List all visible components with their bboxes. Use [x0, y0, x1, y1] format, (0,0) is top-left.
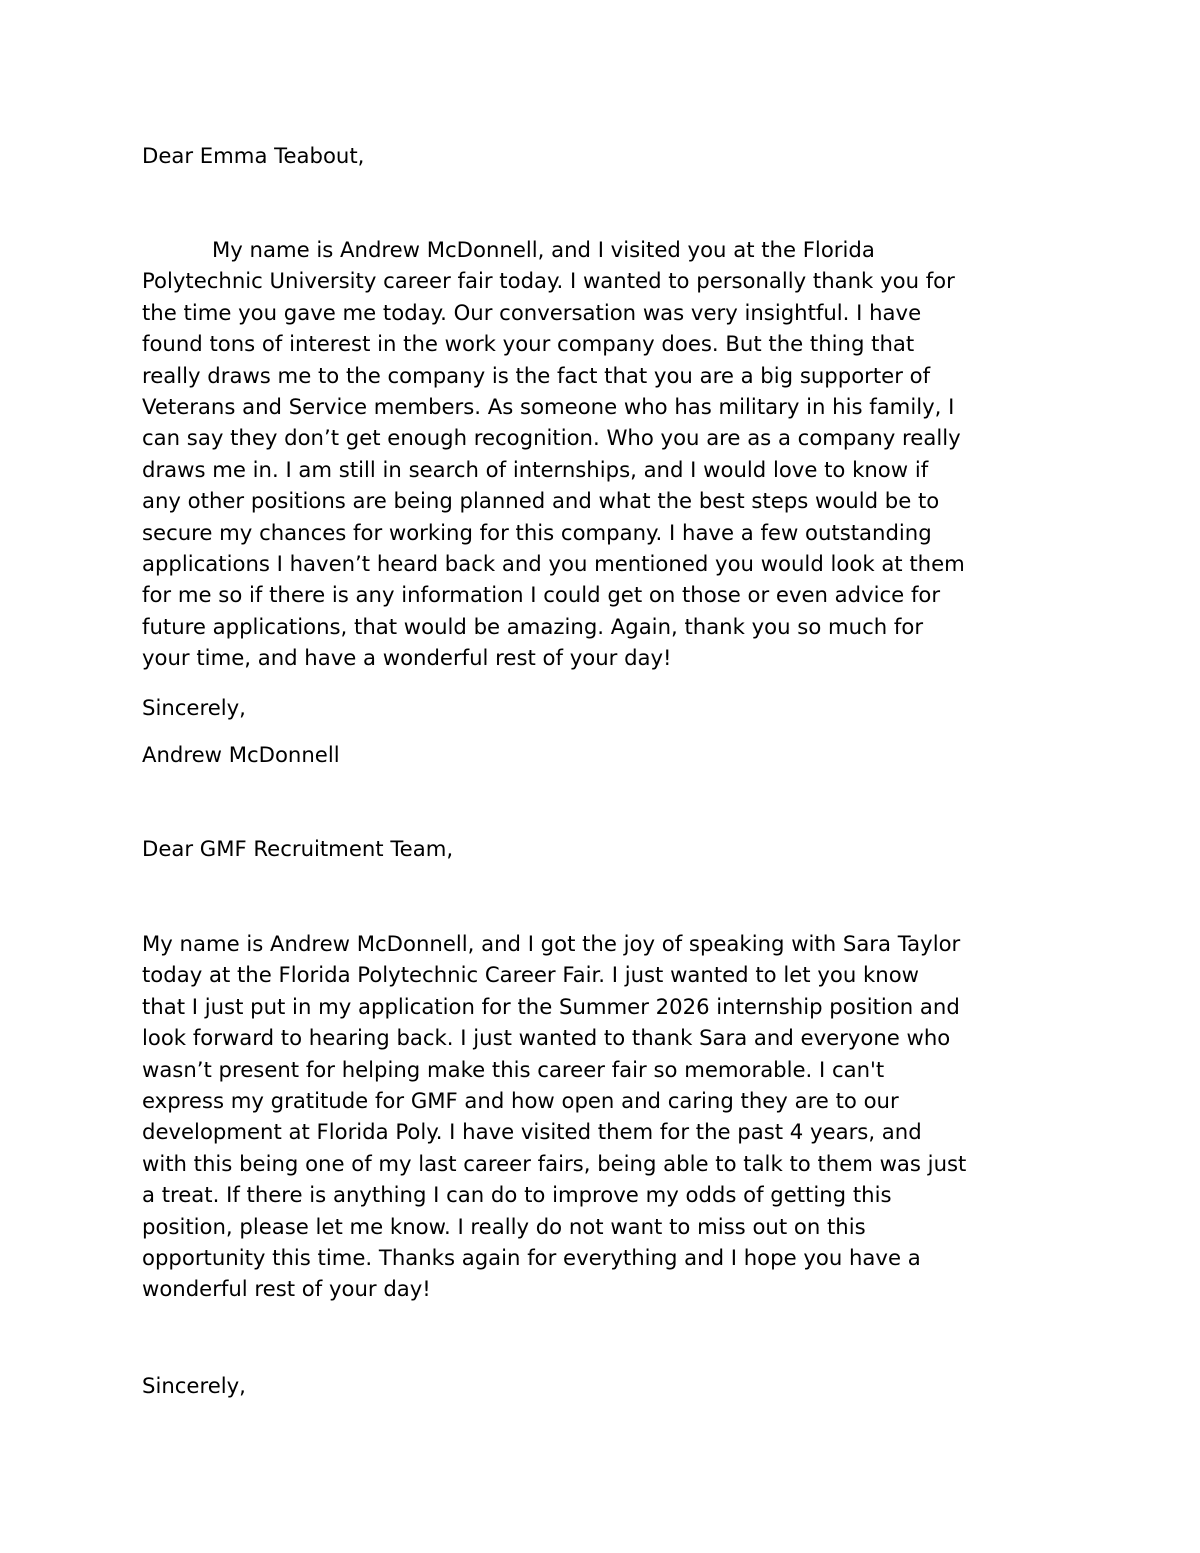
letter2-body-line: with this being one of my last career fairs, being able to talk to them was just	[142, 1150, 967, 1176]
letter1-body-line: for me so if there is any information I could get on those or even advice for	[142, 582, 941, 608]
letter1-body-line: Veterans and Service members. As someone who has military in his family, I	[142, 393, 955, 419]
letter2-body-line: development at Florida Poly. I have visited them for the past 4 years, and	[142, 1119, 922, 1145]
letter1-body-line: found tons of interest in the work your company does. But the thing that	[142, 331, 915, 357]
letter1-closing: Sincerely,	[142, 695, 246, 720]
letter1-body	[142, 234, 1072, 673]
letter1-body-line-text: My name is Andrew McDonnell, and I visited you at the Florida	[212, 237, 875, 262]
letter2-body-line: wonderful rest of your day!	[142, 1276, 431, 1302]
letter1-body-line: future applications, that would be amazing. Again, thank you so much for	[142, 613, 924, 639]
letter2-greeting: Dear GMF Recruitment Team,	[142, 836, 454, 861]
letter1-body-line: any other positions are being planned and what the best steps would be to	[142, 488, 940, 514]
letter1-signature: Andrew McDonnell	[142, 742, 340, 767]
letter1-greeting: Dear Emma Teabout,	[142, 143, 365, 168]
letter1-body-line: draws me in. I am still in search of internships, and I would love to know if	[142, 456, 929, 482]
letter2-body-line: look forward to hearing back. I just wanted to thank Sara and everyone who	[142, 1025, 951, 1051]
letter2-body-line: that I just put in my application for the Summer 2026 internship position and	[142, 993, 960, 1019]
letter2-body	[142, 928, 1072, 1305]
letter2-body-line: opportunity this time. Thanks again for everything and I hope you have a	[142, 1244, 921, 1270]
letter1-body-line	[142, 234, 1072, 265]
letter1-body-line: really draws me to the company is the fact that you are a big supporter of	[142, 362, 931, 388]
letter1-body-line: secure my chances for working for this company. I have a few outstanding	[142, 519, 932, 545]
letter1-body-line: your time, and have a wonderful rest of your day!	[142, 645, 672, 671]
letter1-body-line: the time you gave me today. Our conversation was very insightful. I have	[142, 299, 922, 325]
letter2-body-line: a treat. If there is anything I can do to improve my odds of getting this	[142, 1182, 892, 1208]
letter1-body-line: applications I haven’t heard back and you mentioned you would look at them	[142, 550, 965, 576]
letter1-body-line: Polytechnic University career fair today. I wanted to personally thank you for	[142, 268, 955, 294]
letter2-body-line: My name is Andrew McDonnell, and I got the joy of speaking with Sara Taylor	[142, 931, 961, 956]
letter2-body-line: position, please let me know. I really do not want to miss out on this	[142, 1213, 866, 1239]
letter2-body-line: today at the Florida Polytechnic Career Fair. I just wanted to let you know	[142, 962, 919, 988]
letter2-body-line: express my gratitude for GMF and how open and caring they are to our	[142, 1087, 899, 1113]
letter2-body-line: wasn’t present for helping make this career fair so memorable. I can't	[142, 1056, 885, 1082]
letter2-closing: Sincerely,	[142, 1373, 246, 1398]
letter1-body-line: can say they don’t get enough recognition. Who you are as a company really	[142, 425, 961, 451]
